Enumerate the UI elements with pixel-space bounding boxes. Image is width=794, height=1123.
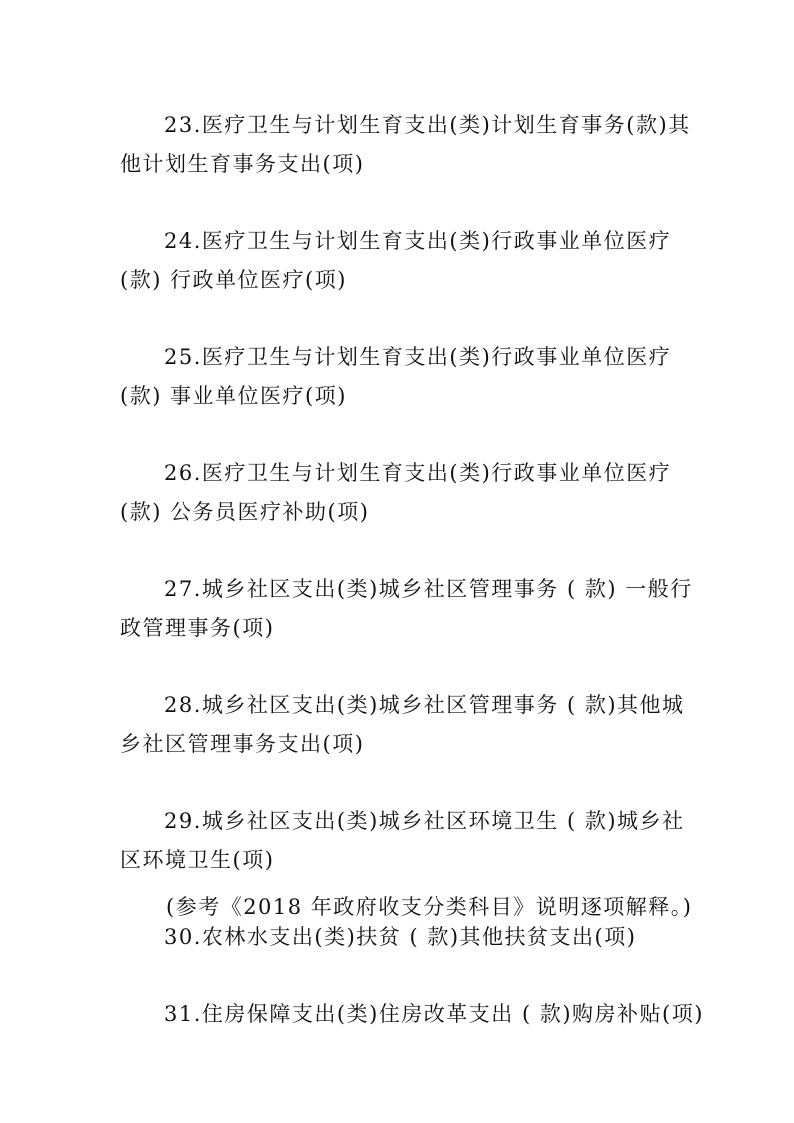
item-line-1: 28.城乡社区支出(类)城乡社区管理事务 ( 款)其他城 (164, 693, 685, 717)
list-item-27 (120, 570, 700, 648)
reference-note: (参考《2018 年政府收支分类科目》说明逐项解释。) (166, 895, 693, 919)
item-line-1: 31.住房保障支出(类)住房改革支出 ( 款)购房补贴(项) (164, 1002, 704, 1026)
item-line-2: (款) 事业单位医疗(项) (120, 384, 347, 408)
item-line-2: 他计划生育事务支出(项) (120, 152, 365, 176)
list-item-29 (120, 802, 700, 880)
list-item-23 (120, 106, 700, 184)
item-line-1: 30.农林水支出(类)扶贫 ( 款)其他扶贫支出(项) (164, 925, 637, 949)
item-line-1: 24.医疗卫生与计划生育支出(类)行政事业单位医疗 (164, 229, 672, 253)
list-item-26 (120, 454, 700, 532)
item-line-1: 27.城乡社区支出(类)城乡社区管理事务 ( 款) 一般行 (164, 577, 693, 601)
item-line-2: 政管理事务(项) (120, 616, 275, 640)
item-line-1: 23.医疗卫生与计划生育支出(类)计划生育事务(款)其 (164, 113, 691, 137)
list-item-31 (120, 995, 704, 1034)
expenditure-item-list (120, 106, 704, 1072)
item-line-1: 29.城乡社区支出(类)城乡社区环境卫生 ( 款)城乡社 (164, 809, 685, 833)
item-line-2: 乡社区管理事务支出(项) (120, 732, 365, 756)
item-line-1: 25.医疗卫生与计划生育支出(类)行政事业单位医疗 (164, 345, 672, 369)
item-line-2: 区环境卫生(项) (120, 848, 275, 872)
item-line-2: (款) 公务员医疗补助(项) (120, 500, 370, 524)
list-item-25 (120, 338, 700, 416)
item-line-2: (款) 行政单位医疗(项) (120, 268, 347, 292)
item-line-1: 26.医疗卫生与计划生育支出(类)行政事业单位医疗 (164, 461, 672, 485)
list-item-24 (120, 222, 700, 300)
list-item-28 (120, 686, 700, 764)
